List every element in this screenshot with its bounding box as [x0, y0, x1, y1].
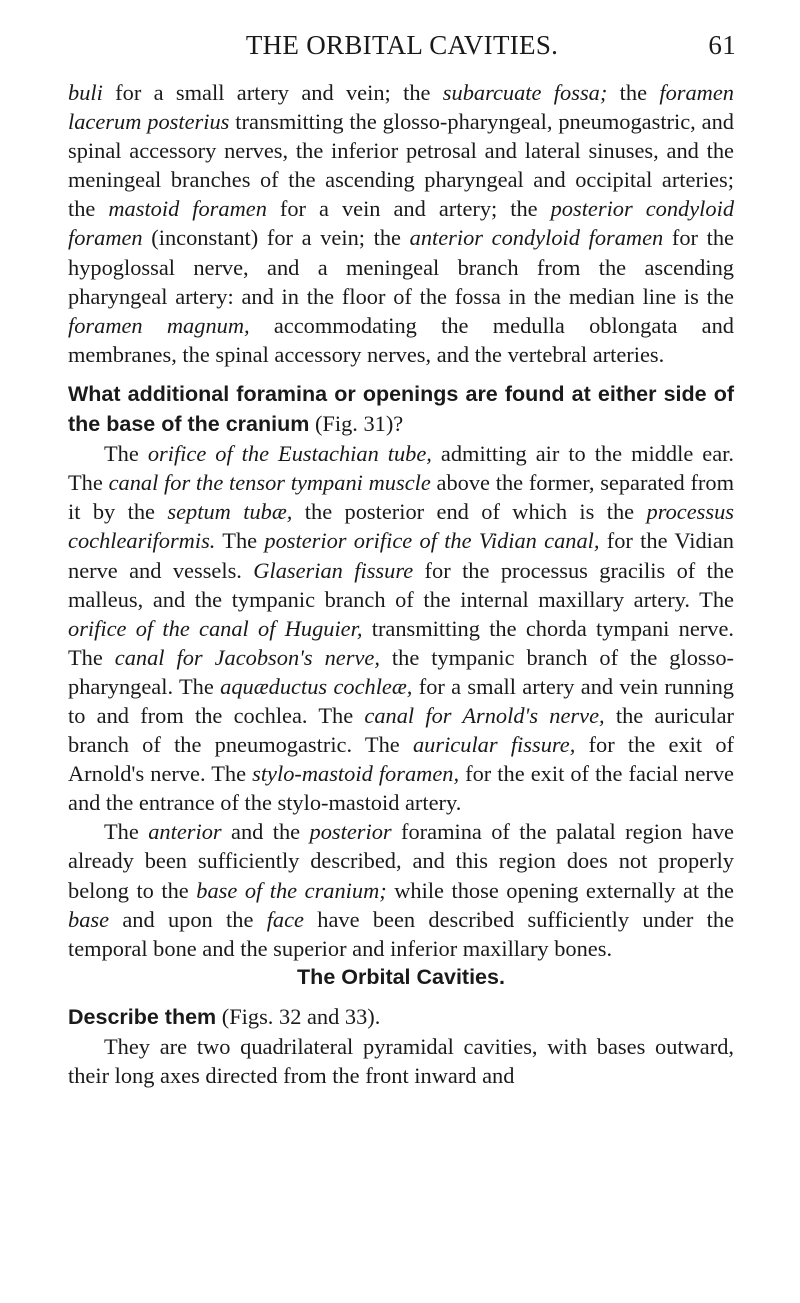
italic-term: orifice of the Eustachian tube, [147, 441, 432, 467]
italic-term: anterior condyloid foramen [409, 225, 664, 251]
paragraph [68, 78, 734, 369]
text-run: for a small artery and vein running to and from the cochlea. The [68, 673, 734, 728]
text-run: the tympanic branch of the glosso-pharyngeal. The [68, 644, 734, 699]
text-run: The [215, 528, 265, 554]
running-title: THE ORBITAL CAVITIES. [245, 30, 559, 60]
text-run: for the hypoglossal nerve, and a meningeal branch from the ascending pharyngeal artery: and in the floor of the fossa in the median line is the [68, 225, 734, 309]
text-run: foramina of the palatal region have already been sufficiently described, and this region does not properly belong to the [68, 819, 734, 903]
italic-term: foramen lacerum posterius [68, 80, 734, 135]
text-run: and upon the [109, 906, 267, 932]
text-run: They are two quadrilateral pyramidal cavities, with bases outward, their long axes directed from the front inward and [68, 1034, 734, 1089]
page-number: 61 [708, 30, 736, 60]
text-run: accommodating the medulla oblongata and membranes, the spinal accessory nerves, and the vertebral arteries. [68, 312, 734, 367]
text-run: admitting air to the middle ear. The [68, 441, 734, 496]
italic-term: subarcuate fossa; [442, 80, 608, 105]
text-run: and the [221, 819, 310, 845]
text-run: for the exit of Arnold's nerve. The [68, 732, 734, 787]
italic-term: processus cochleariformis. [68, 499, 734, 554]
text-run: (Figs. 32 and 33). [216, 1003, 381, 1029]
text-run: have been described sufficiently under the temporal bone and the superior and inferior maxillary bones. [68, 906, 735, 961]
italic-term: face [266, 906, 304, 932]
italic-term: aquæductus cochleæ, [220, 673, 413, 699]
italic-term: base [68, 906, 110, 932]
text-run: The [104, 441, 148, 467]
italic-term: canal for Arnold's nerve, [364, 702, 605, 728]
text-run: for the Vidian nerve and vessels. [68, 528, 734, 583]
text-run: for the processus gracilis of the malleus, and the tympanic branch of the internal maxillary artery. The [68, 557, 734, 612]
text-run: The Orbital Cavities. [297, 964, 505, 989]
section-heading [68, 963, 734, 992]
text-run: transmitting the chorda tympani nerve. The [68, 615, 734, 670]
italic-term: orifice of the canal of Huguier, [68, 615, 363, 641]
italic-term: buli [68, 80, 103, 105]
paragraph [68, 439, 734, 817]
text-run: (Fig. 31)? [309, 411, 404, 437]
italic-term: stylo-mastoid foramen, [252, 761, 460, 787]
text-run: for the exit of the facial nerve and the entrance of the stylo-mastoid artery. [68, 761, 734, 816]
question-paragraph [68, 379, 734, 439]
running-header [68, 22, 736, 70]
italic-term: canal for Jacobson's nerve, [114, 644, 380, 670]
italic-term: Glaserian fissure [253, 557, 414, 583]
text-run: for a small artery and vein; the [102, 80, 443, 105]
spacer [68, 992, 734, 1002]
paragraph [68, 1032, 734, 1090]
text-run: the [607, 80, 660, 105]
text-run: for a vein and artery; the [266, 196, 551, 222]
text-run: the posterior end of which is the [292, 499, 647, 525]
question-text: Describe them [68, 1004, 217, 1029]
text-run: while those opening externally at the [386, 877, 734, 903]
italic-term: posterior condyloid foramen [68, 196, 735, 251]
italic-term: canal for the tensor tympani muscle [108, 470, 431, 496]
text-run: transmitting the glosso-pharyngeal, pneumogastric, and spinal accessory nerves, the inferior petrosal and lateral sinuses, and the meningeal branches of the ascending pharyngeal and occipital arteries; the [68, 109, 734, 222]
italic-term: anterior [148, 819, 222, 845]
spacer [68, 369, 734, 379]
italic-term: posterior orifice of the Vidian canal, [264, 528, 600, 554]
text-run: above the former, separated from it by the [68, 470, 734, 525]
italic-term: posterior [309, 819, 392, 845]
italic-term: foramen magnum, [68, 312, 250, 338]
text-run: The [104, 819, 149, 845]
question-text: What additional foramina or openings are found at either side of the base of the cranium [68, 381, 734, 437]
italic-term: septum tubæ, [167, 499, 293, 525]
italic-term: auricular fissure, [412, 732, 576, 758]
question-paragraph [68, 1002, 734, 1032]
text-run: the auricular branch of the pneumogastric. The [68, 702, 734, 758]
italic-term: mastoid foramen [108, 196, 267, 222]
page-body [68, 78, 734, 1090]
italic-term: base of the cranium; [196, 877, 387, 903]
text-run: (inconstant) for a vein; the [142, 225, 410, 251]
paragraph [68, 817, 734, 962]
